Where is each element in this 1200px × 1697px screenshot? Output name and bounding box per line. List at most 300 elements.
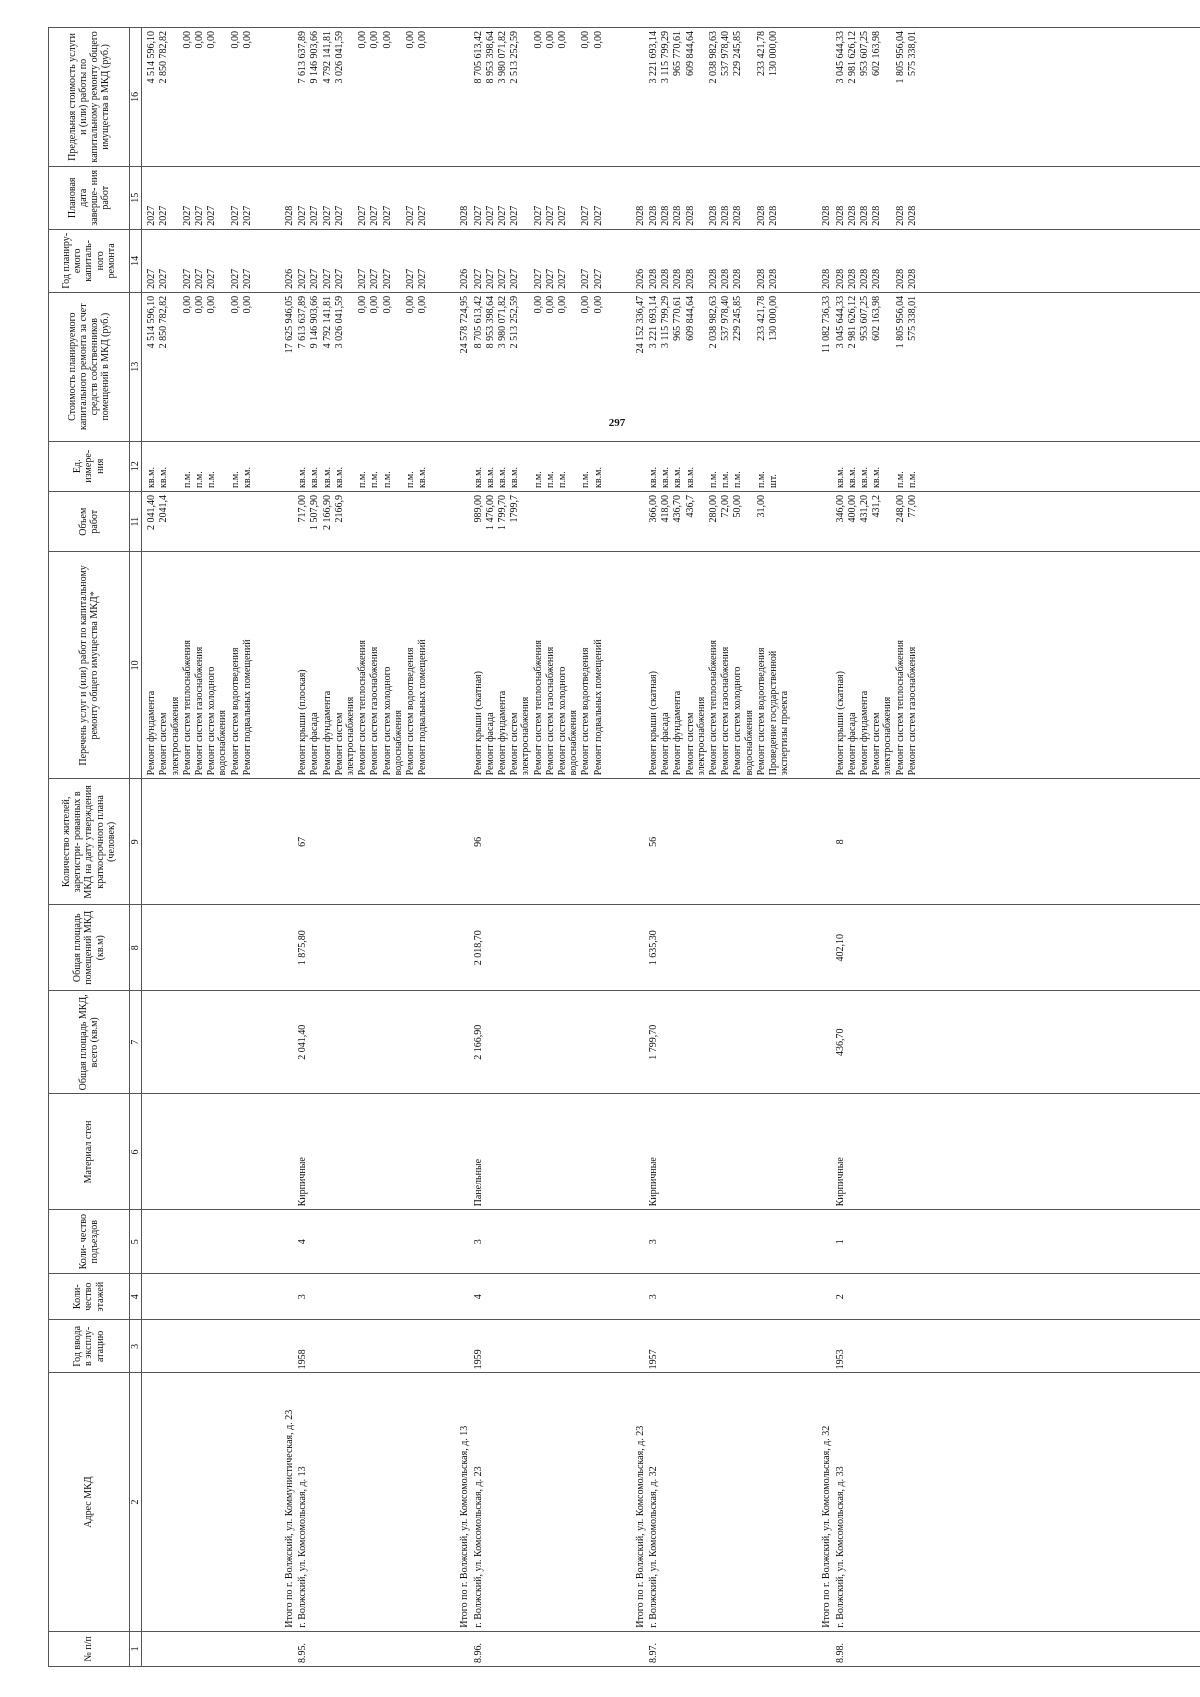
work-volume: 2 166,90 bbox=[321, 494, 333, 530]
work-unit: кв.м. bbox=[846, 467, 858, 488]
body-column-11 bbox=[142, 491, 1200, 552]
work-cost: 0,00 bbox=[544, 295, 556, 314]
work-cost: 0,00 bbox=[369, 295, 381, 314]
total-year: 2026 bbox=[459, 268, 471, 289]
column-header-13: Стоимость планируемого капитального ремонта за счет средств собственников помещений в МКД (руб.) bbox=[49, 292, 130, 441]
work-year: 2028 bbox=[846, 268, 858, 289]
body-column-8 bbox=[142, 905, 1200, 991]
work-limit: 0,00 bbox=[241, 31, 253, 49]
work-volume bbox=[382, 495, 393, 549]
work-year: 2027 bbox=[193, 268, 205, 289]
house-address: г. Волжский, ул. Комсомольская, д. 23 bbox=[472, 1466, 484, 1628]
work-year: 2027 bbox=[181, 268, 193, 289]
work-name: Ремонт систем холодного bbox=[381, 666, 393, 776]
residents: 67 bbox=[297, 836, 309, 847]
work-volume: 72,00 bbox=[720, 494, 732, 518]
build-year: 1959 bbox=[472, 1349, 484, 1370]
entrances: 4 bbox=[297, 1239, 309, 1245]
work-volume bbox=[533, 495, 544, 549]
work-year: 2027 bbox=[496, 268, 508, 289]
work-unit: п.м. bbox=[906, 471, 918, 488]
work-volume: 50,00 bbox=[732, 494, 744, 518]
column-number-11: 11 bbox=[130, 491, 142, 552]
work-volume: 31,00 bbox=[755, 494, 767, 518]
floors: 3 bbox=[647, 1294, 659, 1300]
work-limit: 4 792 141,81 bbox=[321, 31, 333, 84]
work-limit: 8 705 613,42 bbox=[472, 31, 484, 84]
work-cost: 3 115 799,29 bbox=[660, 295, 672, 348]
total-label: Итого по г. Волжский, ул. Комсомольская, д. 32 bbox=[821, 1425, 833, 1628]
work-end: 2027 bbox=[484, 205, 496, 226]
work-volume bbox=[230, 495, 241, 549]
work-volume: 346,00 bbox=[834, 494, 846, 523]
work-volume bbox=[357, 495, 368, 549]
work-limit: 7 613 637,89 bbox=[297, 31, 309, 84]
work-unit: кв.м. bbox=[647, 467, 659, 488]
work-cost: 0,00 bbox=[532, 295, 544, 314]
work-year: 2027 bbox=[241, 268, 253, 289]
row-number: 8.96. bbox=[472, 1643, 484, 1663]
work-cost: 0,00 bbox=[181, 295, 193, 314]
work-name: экспертизы проекта bbox=[779, 690, 791, 776]
work-name: Ремонт систем теплоснабжения bbox=[181, 640, 193, 776]
body-column-16 bbox=[142, 28, 1200, 167]
work-name: электроснабжения bbox=[695, 696, 707, 776]
work-end: 2027 bbox=[532, 205, 544, 226]
work-limit: 9 146 903,66 bbox=[309, 31, 321, 84]
work-limit: 3 221 693,14 bbox=[647, 31, 659, 84]
work-cost: 2 981 626,12 bbox=[846, 295, 858, 349]
work-volume: 436,70 bbox=[672, 494, 684, 523]
work-volume: 1 507,90 bbox=[309, 494, 321, 530]
work-year: 2028 bbox=[707, 268, 719, 289]
work-cost: 0,00 bbox=[193, 295, 205, 314]
work-end: 2028 bbox=[858, 205, 870, 226]
work-end: 2027 bbox=[544, 205, 556, 226]
work-name: водоснабжения bbox=[392, 710, 404, 776]
work-end: 2028 bbox=[707, 205, 719, 226]
work-end: 2027 bbox=[181, 205, 193, 226]
work-unit: п.м. bbox=[707, 471, 719, 488]
column-header-8: Общая площадь помещений МКД (кв.м) bbox=[49, 905, 130, 991]
work-limit: 229 245,85 bbox=[732, 31, 744, 76]
work-unit: п.м. bbox=[357, 471, 369, 488]
work-end: 2027 bbox=[241, 205, 253, 226]
total-year: 2028 bbox=[821, 268, 833, 289]
work-unit: кв.м. bbox=[858, 467, 870, 488]
work-cost: 575 338,01 bbox=[906, 295, 918, 341]
work-limit: 0,00 bbox=[381, 31, 393, 49]
floors: 4 bbox=[472, 1294, 484, 1300]
work-year: 2027 bbox=[544, 268, 556, 289]
body-column-12 bbox=[142, 441, 1200, 491]
work-unit: кв.м. bbox=[496, 467, 508, 488]
total-end: 2028 bbox=[283, 205, 295, 226]
work-limit: 2 038 982,63 bbox=[707, 31, 719, 84]
column-header-1: № п/п bbox=[49, 1631, 130, 1666]
work-limit: 965 770,61 bbox=[672, 31, 684, 76]
work-volume bbox=[593, 495, 604, 549]
work-end: 2027 bbox=[381, 205, 393, 226]
column-header-10: Перечень услуг и (или) работ по капитальному ремонту общего имущества МКД* bbox=[49, 552, 130, 779]
work-name: Ремонт систем газоснабжения bbox=[720, 646, 732, 776]
work-name: Ремонт систем теплоснабжения bbox=[894, 640, 906, 776]
work-name: Ремонт систем bbox=[684, 712, 696, 776]
work-name: водоснабжения bbox=[217, 710, 229, 776]
column-header-6: Материал стен bbox=[49, 1094, 130, 1210]
work-volume bbox=[206, 495, 217, 549]
work-cost: 3 026 041,59 bbox=[333, 295, 345, 349]
work-cost: 3 045 644,33 bbox=[834, 295, 846, 349]
work-cost: 0,00 bbox=[417, 295, 429, 314]
work-cost: 0,00 bbox=[404, 295, 416, 314]
work-limit: 3 980 071,82 bbox=[496, 31, 508, 84]
column-number-14: 14 bbox=[130, 229, 142, 292]
work-cost: 8 705 613,42 bbox=[472, 295, 484, 349]
total-year: 2026 bbox=[283, 268, 295, 289]
work-volume bbox=[194, 495, 205, 549]
work-name: Ремонт подвальных помещений bbox=[417, 639, 429, 776]
work-end: 2027 bbox=[333, 205, 345, 226]
work-name: Ремонт подвальных помещений bbox=[592, 639, 604, 776]
work-year: 2028 bbox=[684, 268, 696, 289]
work-cost: 7 613 637,89 bbox=[297, 295, 309, 349]
body-column-9 bbox=[142, 779, 1200, 905]
work-volume bbox=[545, 495, 556, 549]
total-label: Итого по г. Волжский, ул. Комсомольская, д. 23 bbox=[634, 1425, 646, 1628]
body-column-2 bbox=[142, 1373, 1200, 1631]
work-unit: шт. bbox=[767, 474, 779, 488]
total-label: Итого по г. Волжский, ул. Комсомольская, д. 13 bbox=[459, 1425, 471, 1628]
column-number-row bbox=[130, 28, 142, 1667]
work-limit: 2 513 252,59 bbox=[509, 31, 521, 84]
work-year: 2027 bbox=[472, 268, 484, 289]
wall-material: Панельные bbox=[472, 1158, 484, 1207]
work-name: электроснабжения bbox=[169, 696, 181, 776]
work-name: Ремонт систем водоотведения bbox=[755, 647, 767, 776]
work-end: 2028 bbox=[906, 205, 918, 226]
work-cost: 0,00 bbox=[592, 295, 604, 314]
work-name: водоснабжения bbox=[568, 710, 580, 776]
work-limit: 0,00 bbox=[229, 31, 241, 49]
work-cost: 602 163,98 bbox=[871, 295, 883, 341]
work-unit: п.м. bbox=[556, 471, 568, 488]
work-limit: 0,00 bbox=[592, 31, 604, 49]
work-limit: 0,00 bbox=[417, 31, 429, 49]
work-end: 2028 bbox=[871, 205, 883, 226]
work-volume bbox=[405, 495, 416, 549]
work-year: 2028 bbox=[720, 268, 732, 289]
work-year: 2027 bbox=[297, 268, 309, 289]
work-limit: 0,00 bbox=[181, 31, 193, 49]
body-column-1 bbox=[142, 1631, 1200, 1666]
work-volume bbox=[242, 495, 253, 549]
work-year: 2028 bbox=[660, 268, 672, 289]
work-cost: 953 607,25 bbox=[858, 295, 870, 341]
work-end: 2027 bbox=[297, 205, 309, 226]
column-number-8: 8 bbox=[130, 905, 142, 991]
work-end: 2027 bbox=[417, 205, 429, 226]
work-cost: 0,00 bbox=[381, 295, 393, 314]
work-year: 2027 bbox=[158, 268, 170, 289]
column-header-3: Год ввода в эксплу- атацию bbox=[49, 1320, 130, 1373]
body-column-5 bbox=[142, 1210, 1200, 1274]
body-column-6 bbox=[142, 1094, 1200, 1210]
body-column-4 bbox=[142, 1274, 1200, 1320]
work-cost: 609 844,64 bbox=[684, 295, 696, 341]
work-end: 2027 bbox=[369, 205, 381, 226]
work-name: Ремонт систем теплоснабжения bbox=[357, 640, 369, 776]
work-year: 2027 bbox=[381, 268, 393, 289]
work-name: Ремонт систем bbox=[509, 712, 521, 776]
work-name: Ремонт систем bbox=[333, 712, 345, 776]
work-end: 2027 bbox=[592, 205, 604, 226]
work-end: 2027 bbox=[404, 205, 416, 226]
build-year: 1953 bbox=[834, 1349, 846, 1370]
work-year: 2027 bbox=[417, 268, 429, 289]
work-year: 2028 bbox=[894, 268, 906, 289]
area-rooms: 2 018,70 bbox=[472, 930, 484, 966]
build-year: 1957 bbox=[647, 1349, 659, 1370]
work-year: 2028 bbox=[732, 268, 744, 289]
work-unit: кв.м. bbox=[158, 467, 170, 488]
work-limit: 4 514 596,10 bbox=[146, 31, 158, 84]
area-rooms: 402,10 bbox=[834, 934, 846, 962]
work-end: 2028 bbox=[647, 205, 659, 226]
work-unit: п.м. bbox=[732, 471, 744, 488]
work-limit: 0,00 bbox=[369, 31, 381, 49]
work-year: 2027 bbox=[580, 268, 592, 289]
column-number-15: 15 bbox=[130, 166, 142, 229]
work-name: Ремонт фундамента bbox=[858, 690, 870, 776]
header-row bbox=[49, 28, 130, 1667]
total-cost: 17 625 946,05 bbox=[283, 295, 295, 354]
work-cost: 2 850 782,82 bbox=[158, 295, 170, 349]
work-name: Ремонт систем bbox=[158, 712, 170, 776]
work-year: 2028 bbox=[672, 268, 684, 289]
work-limit: 602 163,98 bbox=[871, 31, 883, 76]
work-limit: 0,00 bbox=[193, 31, 205, 49]
work-year: 2027 bbox=[532, 268, 544, 289]
work-limit: 0,00 bbox=[532, 31, 544, 49]
work-volume: 280,00 bbox=[707, 494, 719, 523]
work-limit: 130 000,00 bbox=[767, 31, 779, 76]
work-end: 2027 bbox=[580, 205, 592, 226]
body-column-7 bbox=[142, 991, 1200, 1094]
entrances: 3 bbox=[472, 1239, 484, 1245]
work-volume: 77,00 bbox=[906, 494, 918, 518]
work-year: 2028 bbox=[767, 268, 779, 289]
work-name: Ремонт систем теплоснабжения bbox=[707, 640, 719, 776]
work-end: 2027 bbox=[193, 205, 205, 226]
column-header-12: Ед. измере- ния bbox=[49, 441, 130, 491]
work-name: Ремонт систем водоотведения bbox=[229, 647, 241, 776]
work-volume: 1 476,00 bbox=[484, 494, 496, 530]
work-limit: 0,00 bbox=[357, 31, 369, 49]
work-end: 2028 bbox=[720, 205, 732, 226]
work-name: электроснабжения bbox=[882, 696, 894, 776]
work-unit: кв.м. bbox=[484, 467, 496, 488]
area-total: 2 041,40 bbox=[297, 1024, 309, 1060]
work-volume: 400,00 bbox=[846, 494, 858, 523]
work-volume: 2 041,40 bbox=[146, 494, 158, 530]
work-end: 2027 bbox=[496, 205, 508, 226]
work-volume: 431,20 bbox=[858, 494, 870, 523]
work-unit: п.м. bbox=[369, 471, 381, 488]
work-unit: кв.м. bbox=[417, 467, 429, 488]
residents: 96 bbox=[472, 836, 484, 847]
work-name: Ремонт крыши (скатная) bbox=[647, 671, 659, 776]
work-volume: 2166,9 bbox=[333, 494, 345, 523]
work-cost: 0,00 bbox=[241, 295, 253, 314]
work-unit: п.м. bbox=[404, 471, 416, 488]
work-unit: кв.м. bbox=[241, 467, 253, 488]
work-name: Ремонт систем холодного bbox=[206, 666, 218, 776]
build-year: 1958 bbox=[297, 1349, 309, 1370]
work-unit: кв.м. bbox=[684, 467, 696, 488]
wall-material: Кирпичные bbox=[297, 1157, 309, 1207]
work-name: Ремонт фундамента bbox=[146, 690, 158, 776]
work-volume: 989,00 bbox=[472, 494, 484, 523]
work-limit: 537 978,40 bbox=[720, 31, 732, 76]
work-name: Ремонт фасада bbox=[309, 712, 321, 776]
work-end: 2028 bbox=[894, 205, 906, 226]
work-year: 2027 bbox=[404, 268, 416, 289]
row-number: 8.97. bbox=[647, 1643, 659, 1663]
work-cost: 0,00 bbox=[580, 295, 592, 314]
work-unit: кв.м. bbox=[660, 467, 672, 488]
work-year: 2028 bbox=[858, 268, 870, 289]
work-cost: 233 421,78 bbox=[755, 295, 767, 341]
column-number-4: 4 bbox=[130, 1274, 142, 1320]
work-cost: 0,00 bbox=[229, 295, 241, 314]
work-end: 2028 bbox=[755, 205, 767, 226]
work-unit: п.м. bbox=[720, 471, 732, 488]
work-unit: кв.м. bbox=[509, 467, 521, 488]
work-name: Ремонт крыши (скатная) bbox=[472, 671, 484, 776]
work-limit: 2 981 626,12 bbox=[846, 31, 858, 84]
work-limit: 0,00 bbox=[580, 31, 592, 49]
total-year: 2026 bbox=[634, 268, 646, 289]
work-end: 2027 bbox=[321, 205, 333, 226]
work-name: Ремонт крыши (скатная) bbox=[834, 671, 846, 776]
work-unit: п.м. bbox=[193, 471, 205, 488]
work-end: 2027 bbox=[206, 205, 218, 226]
work-year: 2027 bbox=[309, 268, 321, 289]
work-name: Ремонт фундамента bbox=[496, 690, 508, 776]
work-unit: п.м. bbox=[381, 471, 393, 488]
column-header-15: Плановая дата заверше- ния работ bbox=[49, 166, 130, 229]
entrances: 1 bbox=[834, 1239, 846, 1245]
area-rooms: 1 875,80 bbox=[297, 930, 309, 966]
work-cost: 0,00 bbox=[556, 295, 568, 314]
area-total: 436,70 bbox=[834, 1028, 846, 1057]
work-year: 2027 bbox=[357, 268, 369, 289]
work-year: 2028 bbox=[755, 268, 767, 289]
work-end: 2028 bbox=[660, 205, 672, 226]
work-name: Проведение государственной bbox=[767, 650, 779, 776]
page-number: 297 bbox=[608, 417, 626, 429]
work-year: 2028 bbox=[647, 268, 659, 289]
work-name: Ремонт систем bbox=[871, 712, 883, 776]
house-address: г. Волжский, ул. Комсомольская, д. 32 bbox=[647, 1466, 659, 1628]
body-column-15 bbox=[142, 166, 1200, 229]
work-volume bbox=[417, 495, 428, 549]
work-year: 2027 bbox=[146, 268, 158, 289]
column-header-4: Коли- чество этажей bbox=[49, 1274, 130, 1320]
work-cost: 965 770,61 bbox=[672, 295, 684, 341]
column-number-13: 13 bbox=[130, 292, 142, 441]
work-name: Ремонт систем холодного bbox=[556, 666, 568, 776]
total-cost: 11 082 736,33 bbox=[821, 295, 833, 353]
work-volume: 2041,4 bbox=[158, 494, 170, 523]
work-name: Ремонт подвальных помещений bbox=[241, 639, 253, 776]
work-end: 2028 bbox=[732, 205, 744, 226]
column-header-14: Год планиру- емого капиталь- ного ремонта bbox=[49, 229, 130, 292]
work-limit: 233 421,78 bbox=[755, 31, 767, 76]
column-header-11: Объем работ bbox=[49, 491, 130, 552]
work-unit: кв.м. bbox=[297, 467, 309, 488]
work-name: Ремонт фундамента bbox=[321, 690, 333, 776]
work-name: Ремонт фасада bbox=[660, 712, 672, 776]
work-year: 2028 bbox=[834, 268, 846, 289]
body-column-13 bbox=[142, 292, 1200, 441]
work-name: водоснабжения bbox=[743, 710, 755, 776]
work-cost: 1 805 956,04 bbox=[894, 295, 906, 349]
work-end: 2027 bbox=[509, 205, 521, 226]
work-name: Ремонт систем водоотведения bbox=[404, 647, 416, 776]
work-name: Ремонт систем газоснабжения bbox=[369, 646, 381, 776]
work-name: Ремонт фундамента bbox=[672, 690, 684, 776]
work-cost: 9 146 903,66 bbox=[309, 295, 321, 349]
work-end: 2028 bbox=[672, 205, 684, 226]
work-volume: 418,00 bbox=[660, 494, 672, 523]
column-number-12: 12 bbox=[130, 441, 142, 491]
column-number-6: 6 bbox=[130, 1094, 142, 1210]
column-header-2: Адрес МКД bbox=[49, 1373, 130, 1631]
body-column-10 bbox=[142, 552, 1200, 779]
work-limit: 8 953 398,64 bbox=[484, 31, 496, 84]
work-end: 2027 bbox=[146, 205, 158, 226]
wall-material: Кирпичные bbox=[647, 1157, 659, 1207]
work-cost: 0,00 bbox=[206, 295, 218, 314]
work-cost: 3 221 693,14 bbox=[647, 295, 659, 349]
column-number-2: 2 bbox=[130, 1373, 142, 1631]
work-end: 2028 bbox=[684, 205, 696, 226]
work-limit: 575 338,01 bbox=[906, 31, 918, 76]
work-volume bbox=[580, 495, 591, 549]
house-address: г. Волжский, ул. Комсомольская, д. 33 bbox=[834, 1466, 846, 1628]
work-limit: 0,00 bbox=[206, 31, 218, 49]
column-header-16: Предельная стоимость услуги и (или) работы по капитальному ремонту общего имущества в МКД (руб.) bbox=[49, 28, 130, 167]
area-rooms: 1 635,30 bbox=[647, 930, 659, 966]
work-name: электроснабжения bbox=[520, 696, 532, 776]
work-volume: 366,00 bbox=[647, 494, 659, 523]
total-label: Итого по г. Волжский, ул. Коммунистическая, д. 23 bbox=[283, 1409, 295, 1628]
row-number: 8.98. bbox=[834, 1643, 846, 1663]
column-header-5: Коли- чество подъездов bbox=[49, 1210, 130, 1274]
work-unit: кв.м. bbox=[309, 467, 321, 488]
work-end: 2027 bbox=[158, 205, 170, 226]
work-volume: 436,7 bbox=[684, 494, 696, 518]
work-name: Ремонт систем теплоснабжения bbox=[532, 640, 544, 776]
work-cost: 2 513 252,59 bbox=[509, 295, 521, 349]
area-total: 1 799,70 bbox=[647, 1024, 659, 1060]
work-cost: 4 792 141,81 bbox=[321, 295, 333, 349]
work-cost: 3 980 071,82 bbox=[496, 295, 508, 349]
work-volume: 1 799,70 bbox=[496, 494, 508, 530]
work-year: 2028 bbox=[871, 268, 883, 289]
